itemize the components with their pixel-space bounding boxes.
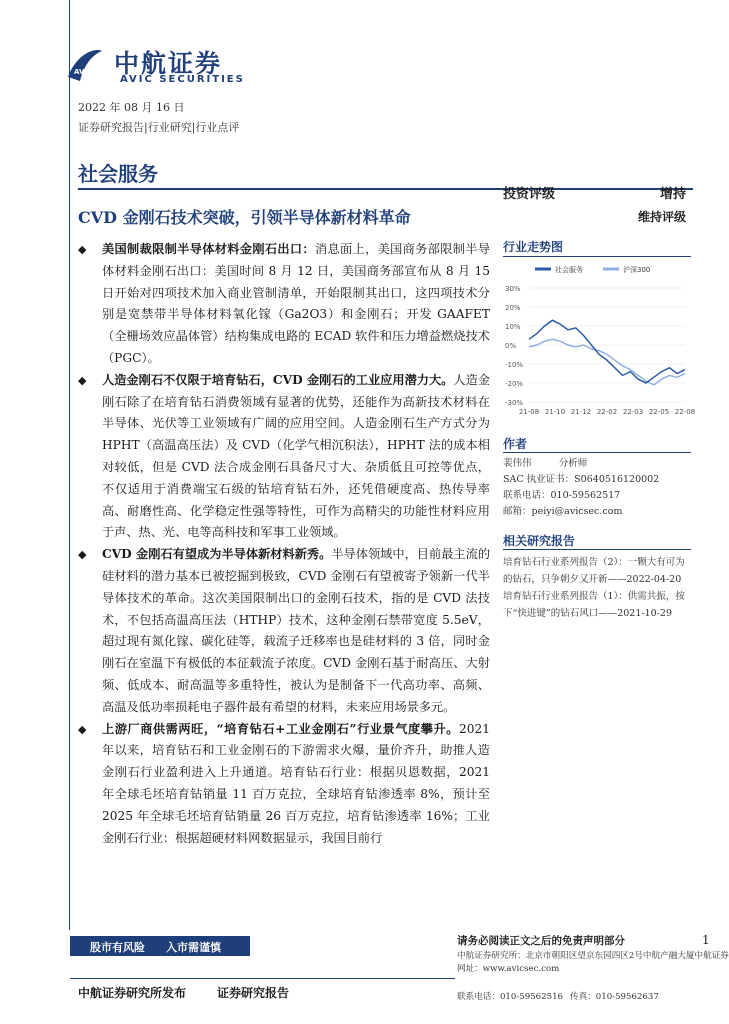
related-rule (503, 549, 691, 550)
diamond-bullet-icon: ◆ (78, 722, 87, 736)
analyst-heading: 作者 (503, 437, 528, 451)
x-tick-label: 22-05 (648, 408, 670, 416)
risk-label: 股市有风险 (90, 941, 145, 954)
phone-label: 联系电话： (503, 490, 551, 501)
page-number: 1 (702, 933, 710, 947)
y-tick-label: -30% (505, 399, 524, 407)
series-line-index (529, 339, 685, 385)
related-report-link[interactable]: 培育钻石行业系列报告（2）：一颗大有可为的钻石，只争朝夕又开新——2022-04-20 (503, 557, 685, 585)
avic-logo-icon (66, 47, 104, 83)
y-tick-label: 30% (505, 285, 521, 293)
bullet-text: 消息面上，美国商务部限制半导体材料金刚石出口：美国时间 8 月 12 日，美国商务部宣布从 8 月 15 日开始对四项技术加入商业管制清单，开始限制其出口，这四项技术分别是宽禁带半导体材料氧化镓（Ga2O3）和金刚石；开发 GAAFET（全栅场效应晶体管）结构集成电路的 ECAD 软件和压力增益燃烧技术（PGC）。 (102, 242, 491, 365)
bullet-lead: CVD 金刚石有望成为半导体新材料新秀。 (102, 547, 332, 562)
sector-title: 社会服务 (78, 162, 158, 186)
bullet-lead: 美国制裁限制半导体材料金刚石出口： (102, 242, 315, 256)
x-tick-label: 21-12 (570, 408, 592, 416)
left-border-line (69, 0, 70, 930)
email-label: 邮箱： (503, 506, 532, 517)
bullet-point (78, 239, 490, 370)
trend-rule (503, 256, 691, 257)
phone-value: 010-59562517 (550, 490, 621, 501)
disclaimer: 请务必阅读正文之后的免责声明部分 (457, 935, 625, 947)
footer-rule (70, 978, 455, 979)
bullet-text: 2021 年以来，培育钻石和工业金刚石的下游需求火爆，量价齐升，助推人造金刚石行业盈利进入上升通道。培育钻石行业：根据贝恩数据，2021 年全球毛坯培育钻销量 11 百万克拉，全球培育钻渗透率 8%，预计至 2025 年全球毛坯培育钻销量 26 百万克拉，培育钻渗透率 16%；工业金刚石行业：根据超硬材料网数据显示，我国目前行 (102, 721, 490, 845)
rating-value: 增持 (660, 187, 687, 202)
legend-label-index: 沪深300 (623, 266, 651, 274)
y-tick-label: -20% (505, 380, 524, 388)
header-rule (78, 188, 693, 190)
report-label: 证券研究报告 (217, 986, 290, 1000)
rating-sub: 维持评级 (638, 210, 687, 224)
report-title: CVD 金刚石技术突破，引领半导体新材料革命 (78, 208, 411, 227)
x-tick-label: 21-10 (544, 408, 566, 416)
brand-cn: 中航证券 (114, 49, 223, 78)
legend-label-sector: 社会服务 (555, 266, 583, 274)
footer-address: 中航证券研究所：北京市朝阳区望京东园四区2号中航产融大厦中航证券 (457, 951, 729, 961)
bullet-lead: 人造金刚石不仅限于培育钻石，CVD 金刚石的工业应用潜力大。 (102, 372, 454, 387)
series-line-sector (529, 320, 685, 383)
report-body (78, 239, 490, 849)
x-tick-label: 21-08 (518, 408, 540, 416)
related-heading: 相关研究报告 (503, 534, 576, 548)
bullet-text: 人造金刚石除了在培育钻石消费领域有显著的优势，还能作为高新技术材料在半导体、光伏等工业领域有广阔的应用空间。人造金刚石生产方式分为 HPHT（高温高压法）及 CVD（化学气相沉积法），HPHT 法的成本相对较低，但是 CVD 法合成金刚石具备尺寸大、杂质低且可控等优点，不仅适用于消费端宝石级的钻培育钻石外，还凭借硬度高、热传导率高、耐磨性高、化学稳定性强等特性，可作为高精尖的功能性材料应用于声、热、光、电等高科技和军事工业领域。 (102, 372, 491, 540)
y-tick-label: 20% (505, 304, 521, 312)
bullet-point (78, 370, 490, 544)
brand-en: AVIC SECURITIES (120, 74, 245, 85)
trend-heading: 行业走势图 (503, 240, 564, 254)
footer-fax: 传真：010-59562637 (570, 992, 659, 1002)
x-tick-label: 22-02 (596, 408, 618, 416)
bullet-text: 半导体领域中，目前最主流的硅材料的潜力基本已被挖掘到极致，CVD 金刚石有望被寄予领新一代半导体技术的革命。这次美国限制出口的金刚石技术，指的是 CVD 法技术，不包括高温高压法（HTHP）技术，这种金刚石禁带宽度 5.5eV，超过现有氮化镓、碳化硅等，载流子迁移率也是硅材料的 3 倍，同时金刚石在室温下有极低的本征载流子浓度。CVD 金刚石基于耐高压、大射频、低成本、耐高温等多重特性，被认为是制备下一代高功率、高频、高温及低功率损耗电子器件最有希望的材料，未来应用场景多元。 (102, 547, 491, 714)
svg-text:AVIC: AVIC (74, 68, 93, 76)
email-link[interactable]: peiyi@avicsec.com (531, 506, 623, 517)
x-tick-label: 22-03 (622, 408, 644, 416)
bullet-lead: 上游厂商供需两旺，“培育钻石+工业金刚石”行业景气度攀升。 (102, 721, 459, 736)
publisher: 中航证券研究所发布 (78, 986, 187, 1000)
report-date: 2022 年 08 月 16 日 (78, 101, 185, 114)
rating-label: 投资评级 (503, 187, 556, 202)
analyst-name: 裴伟伟 (503, 458, 532, 469)
sac-label: SAC 执业证书： (503, 474, 575, 485)
trend-chart (503, 262, 696, 422)
bullet-point (78, 544, 490, 718)
diamond-bullet-icon: ◆ (78, 243, 87, 256)
analyst-rule (503, 452, 691, 453)
related-report-link[interactable]: 培育钻石行业系列报告（1）：供需共振，按下“快进键”的钻石风口——2021-10-29 (503, 591, 685, 619)
related-list (503, 554, 691, 622)
analyst-role: 分析师 (558, 458, 588, 469)
y-tick-label: 0% (505, 342, 517, 350)
bullet-point (78, 719, 490, 850)
analyst-block (503, 456, 693, 520)
footer-website[interactable]: 网址：www.avicsec.com (457, 964, 560, 974)
sac-value: S0640516120002 (574, 474, 660, 485)
y-tick-label: 10% (505, 323, 521, 331)
x-tick-label: 22-08 (674, 408, 696, 416)
diamond-bullet-icon: ◆ (78, 373, 87, 387)
risk-banner (70, 936, 250, 956)
y-tick-label: -10% (505, 361, 524, 369)
footer-phone: 联系电话：010-59562516 (457, 992, 564, 1002)
report-type: 证券研究报告|行业研究|行业点评 (78, 121, 240, 134)
diamond-bullet-icon: ◆ (78, 548, 87, 562)
risk-label-2: 入市需谨慎 (166, 941, 221, 954)
